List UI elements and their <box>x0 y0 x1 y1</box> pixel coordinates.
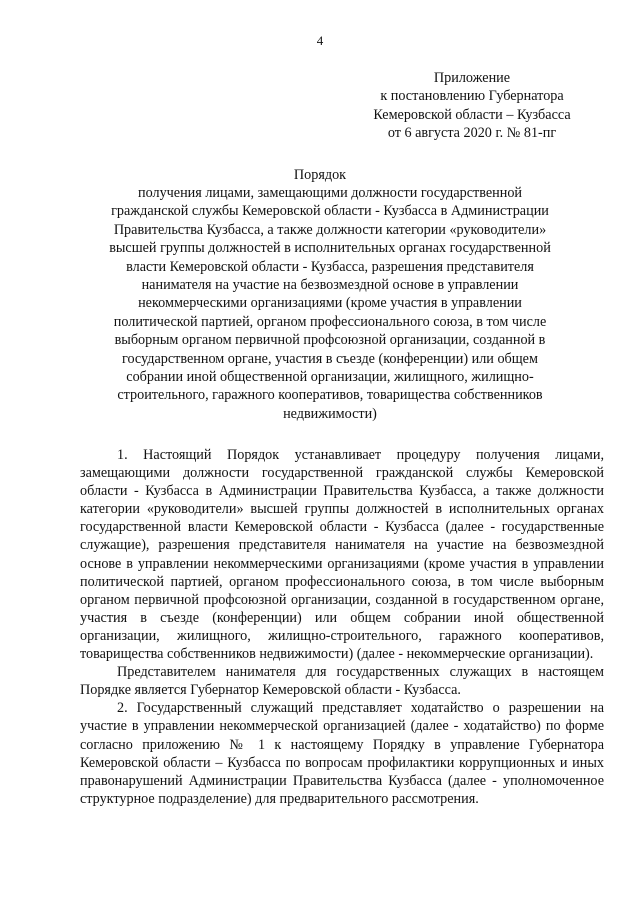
subtitle-line: власти Кемеровской области - Кузбасса, разрешения представителя <box>126 258 534 275</box>
appendix-line: Приложение <box>433 70 511 86</box>
paragraph-1-continuation: Представителем нанимателя для государственных служащих в настоящем Порядке является Губернатор Кемеровской области - Кузбасса. <box>80 664 604 699</box>
appendix-line: к постановлению Губернатора <box>380 88 564 105</box>
subtitle-line: политической партией, органом профессионального союза, в том числе <box>113 313 547 330</box>
page-number: 4 <box>316 33 324 48</box>
subtitle-line: строительного, гаражного кооперативов, товарищества собственников <box>117 387 543 404</box>
document-body <box>80 446 604 808</box>
subtitle-line: Правительства Кузбасса, а также должности категории «руководители» <box>113 221 547 238</box>
document-title: Порядок <box>293 167 347 183</box>
document-subtitle <box>80 184 580 423</box>
subtitle-line: высшей группы должностей в исполнительных органах государственной <box>109 240 551 257</box>
subtitle-line: выборным органом первичной профсоюзной организации, созданной в <box>114 332 546 349</box>
subtitle-line: получения лицами, замещающими должности государственной <box>137 185 523 201</box>
paragraph-2: 2. Государственный служащий представляет ходатайство о разрешении на участие в управлении некоммерческой организацией (далее - ходатайство) по форме согласно приложению № 1 к настоящему Порядку в управление Губернатора Кемеровской области – Кузбасса по вопросам профилактики коррупционных и иных правонарушений Администрации Правительства Кузбасса (далее - уполномоченное структурное подразделение) для предварительного рассмотрения. <box>80 700 604 807</box>
appendix-line: от 6 августа 2020 г. № 81-пг <box>387 125 557 142</box>
subtitle-line: недвижимости) <box>283 405 377 422</box>
appendix-header <box>352 69 592 143</box>
appendix-line: Кемеровской области – Кузбасса <box>373 106 571 123</box>
subtitle-line: гражданской службы Кемеровской области - Кузбасса в Администрации <box>111 203 549 220</box>
subtitle-line: некоммерческими организациями (кроме участия в управлении <box>138 295 522 312</box>
subtitle-line: государственном органе, участия в съезде (конференции) или общем <box>122 350 538 367</box>
subtitle-line: нанимателя на участие на безвозмездной основе в управлении <box>141 277 519 294</box>
paragraph-1: 1. Настоящий Порядок устанавливает процедуру получения лицами, замещающими должности государственной гражданской службы Кемеровской области - Кузбасса в Администрации Правительства Кузбасса, а также должности категории «руководители» высшей группы должностей в исполнительных органах государственной власти Кемеровской области - Кузбасса (далее - государственные служащие), разрешения представителя нанимателя на участие на безвозмездной основе в управлении некоммерческими организациями (кроме участия в управлении политической партией, органом профессионального союза, в том числе выборным органом первичной профсоюзной организации, созданной в государственном органе, участия в съезде (конференции) или общем собрании иной общественной организации, жилищного, жилищно-строительного, гаражного кооперативов, товарищества собственников недвижимости) (далее - некоммерческие организации). <box>80 447 604 663</box>
subtitle-line: собрании иной общественной организации, жилищного, жилищно- <box>126 369 534 386</box>
